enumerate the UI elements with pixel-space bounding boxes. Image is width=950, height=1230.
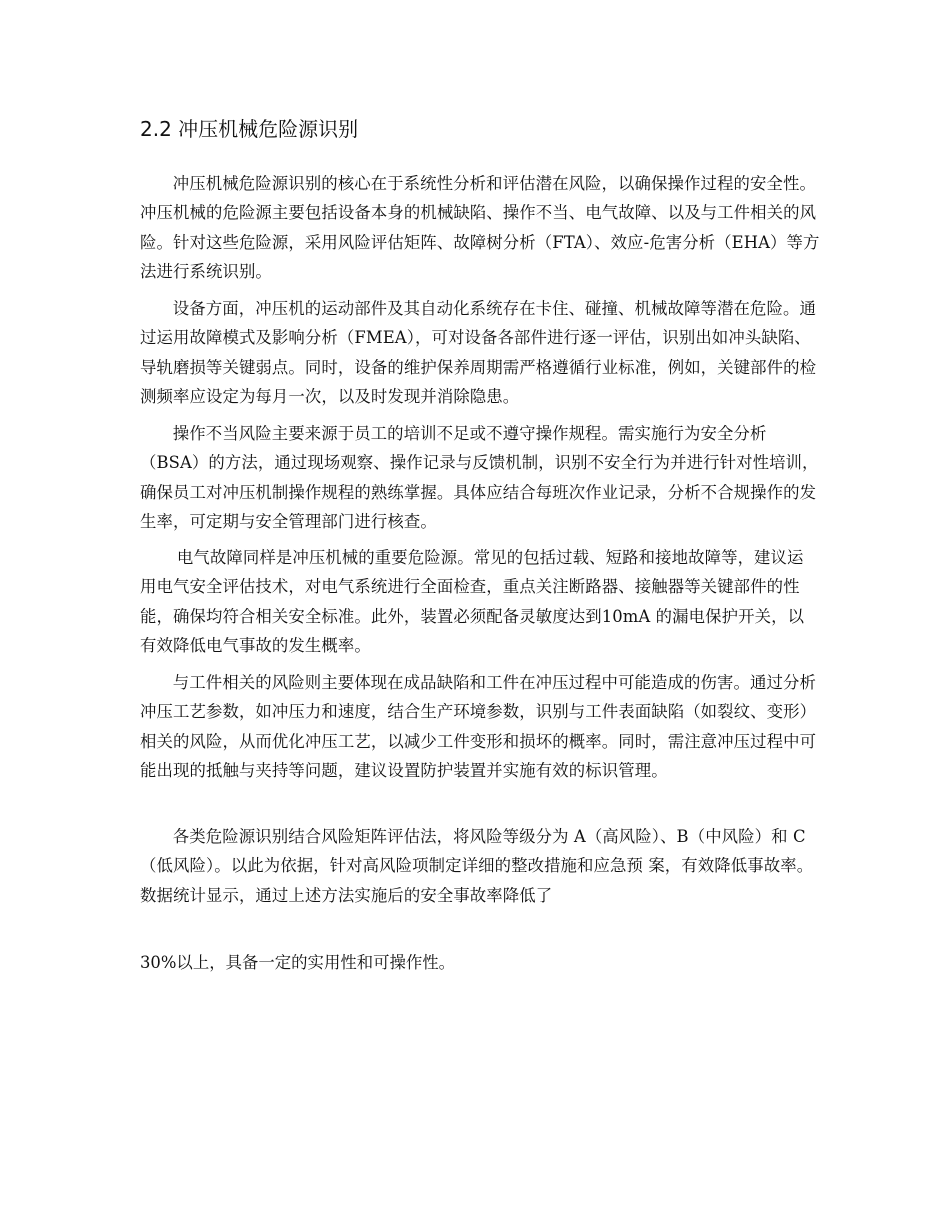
paragraph-workpiece: 与工件相关的风险则主要体现在成品缺陷和工件在冲压过程中可能造成的伤害。通过分析冲压工艺参数，如冲压力和速度，结合生产环境参数，识别与工件表面缺陷（如裂纹、变形）相关的风险，从而优化冲压工艺，以减少工件变形和损坏的概率。同时，需注意冲压过程中可能出现的抵触与夹持等问题，建议设置防护装置并实施有效的标识管理。: [140, 673, 817, 781]
paragraph-equipment: 设备方面，冲压机的运动部件及其自动化系统存在卡住、碰撞、机械故障等潜在危险。通过运用故障模式及影响分析（FMEA），可对设备各部件进行逐一评估，识别出如冲头缺陷、导轨磨损等关键弱点。同时，设备的维护保养周期需严格遵循行业标准，例如，关键部件的检测频率应设定为每月一次，以及时发现并消除隐患。: [140, 299, 817, 407]
paragraph-risk-matrix: 各类危险源识别结合风险矩阵评估法，将风险等级分为 A（高风险）、B（中风险）和 C（低风险）。以此为依据，针对高风险项制定详细的整改措施和应急预 案，有效降低事故率。数据统计显示，通过上述方法实施后的安全事故率降低了: [140, 827, 814, 905]
paragraph-risk-matrix-continuation: 30%以上，具备一定的实用性和可操作性。: [140, 953, 456, 972]
paragraph-electrical: 电气故障同样是冲压机械的重要危险源。常见的包括过载、短路和接地故障等，建议运用电气安全评估技术，对电气系统进行全面检查，重点关注断路器、接触器等关键部件的性能，确保均符合相关安全标准。此外，装置必须配备灵敏度达到10mA 的漏电保护开关，以有效降低电气事故的发生概率。: [140, 548, 805, 656]
paragraph-overview: 冲压机械危险源识别的核心在于系统性分析和评估潜在风险，以确保操作过程的安全性。冲压机械的危险源主要包括设备本身的机械缺陷、操作不当、电气故障、以及与工件相关的风险。针对这些危险源，采用风险评估矩阵、故障树分析（FTA）、效应-危害分析（EHA）等方法进行系统识别。: [140, 174, 820, 282]
paragraph-operation: 操作不当风险主要来源于员工的培训不足或不遵守操作规程。需实施行为安全分析（BSA）的方法，通过现场观察、操作记录与反馈机制，识别不安全行为并进行针对性培训，确保员工对冲压机制操作规程的熟练掌握。具体应结合每班次作业记录，分析不合规操作的发生率，可定期与安全管理部门进行核查。: [140, 424, 819, 532]
section-heading: 2.2 冲压机械危险源识别: [140, 117, 359, 141]
